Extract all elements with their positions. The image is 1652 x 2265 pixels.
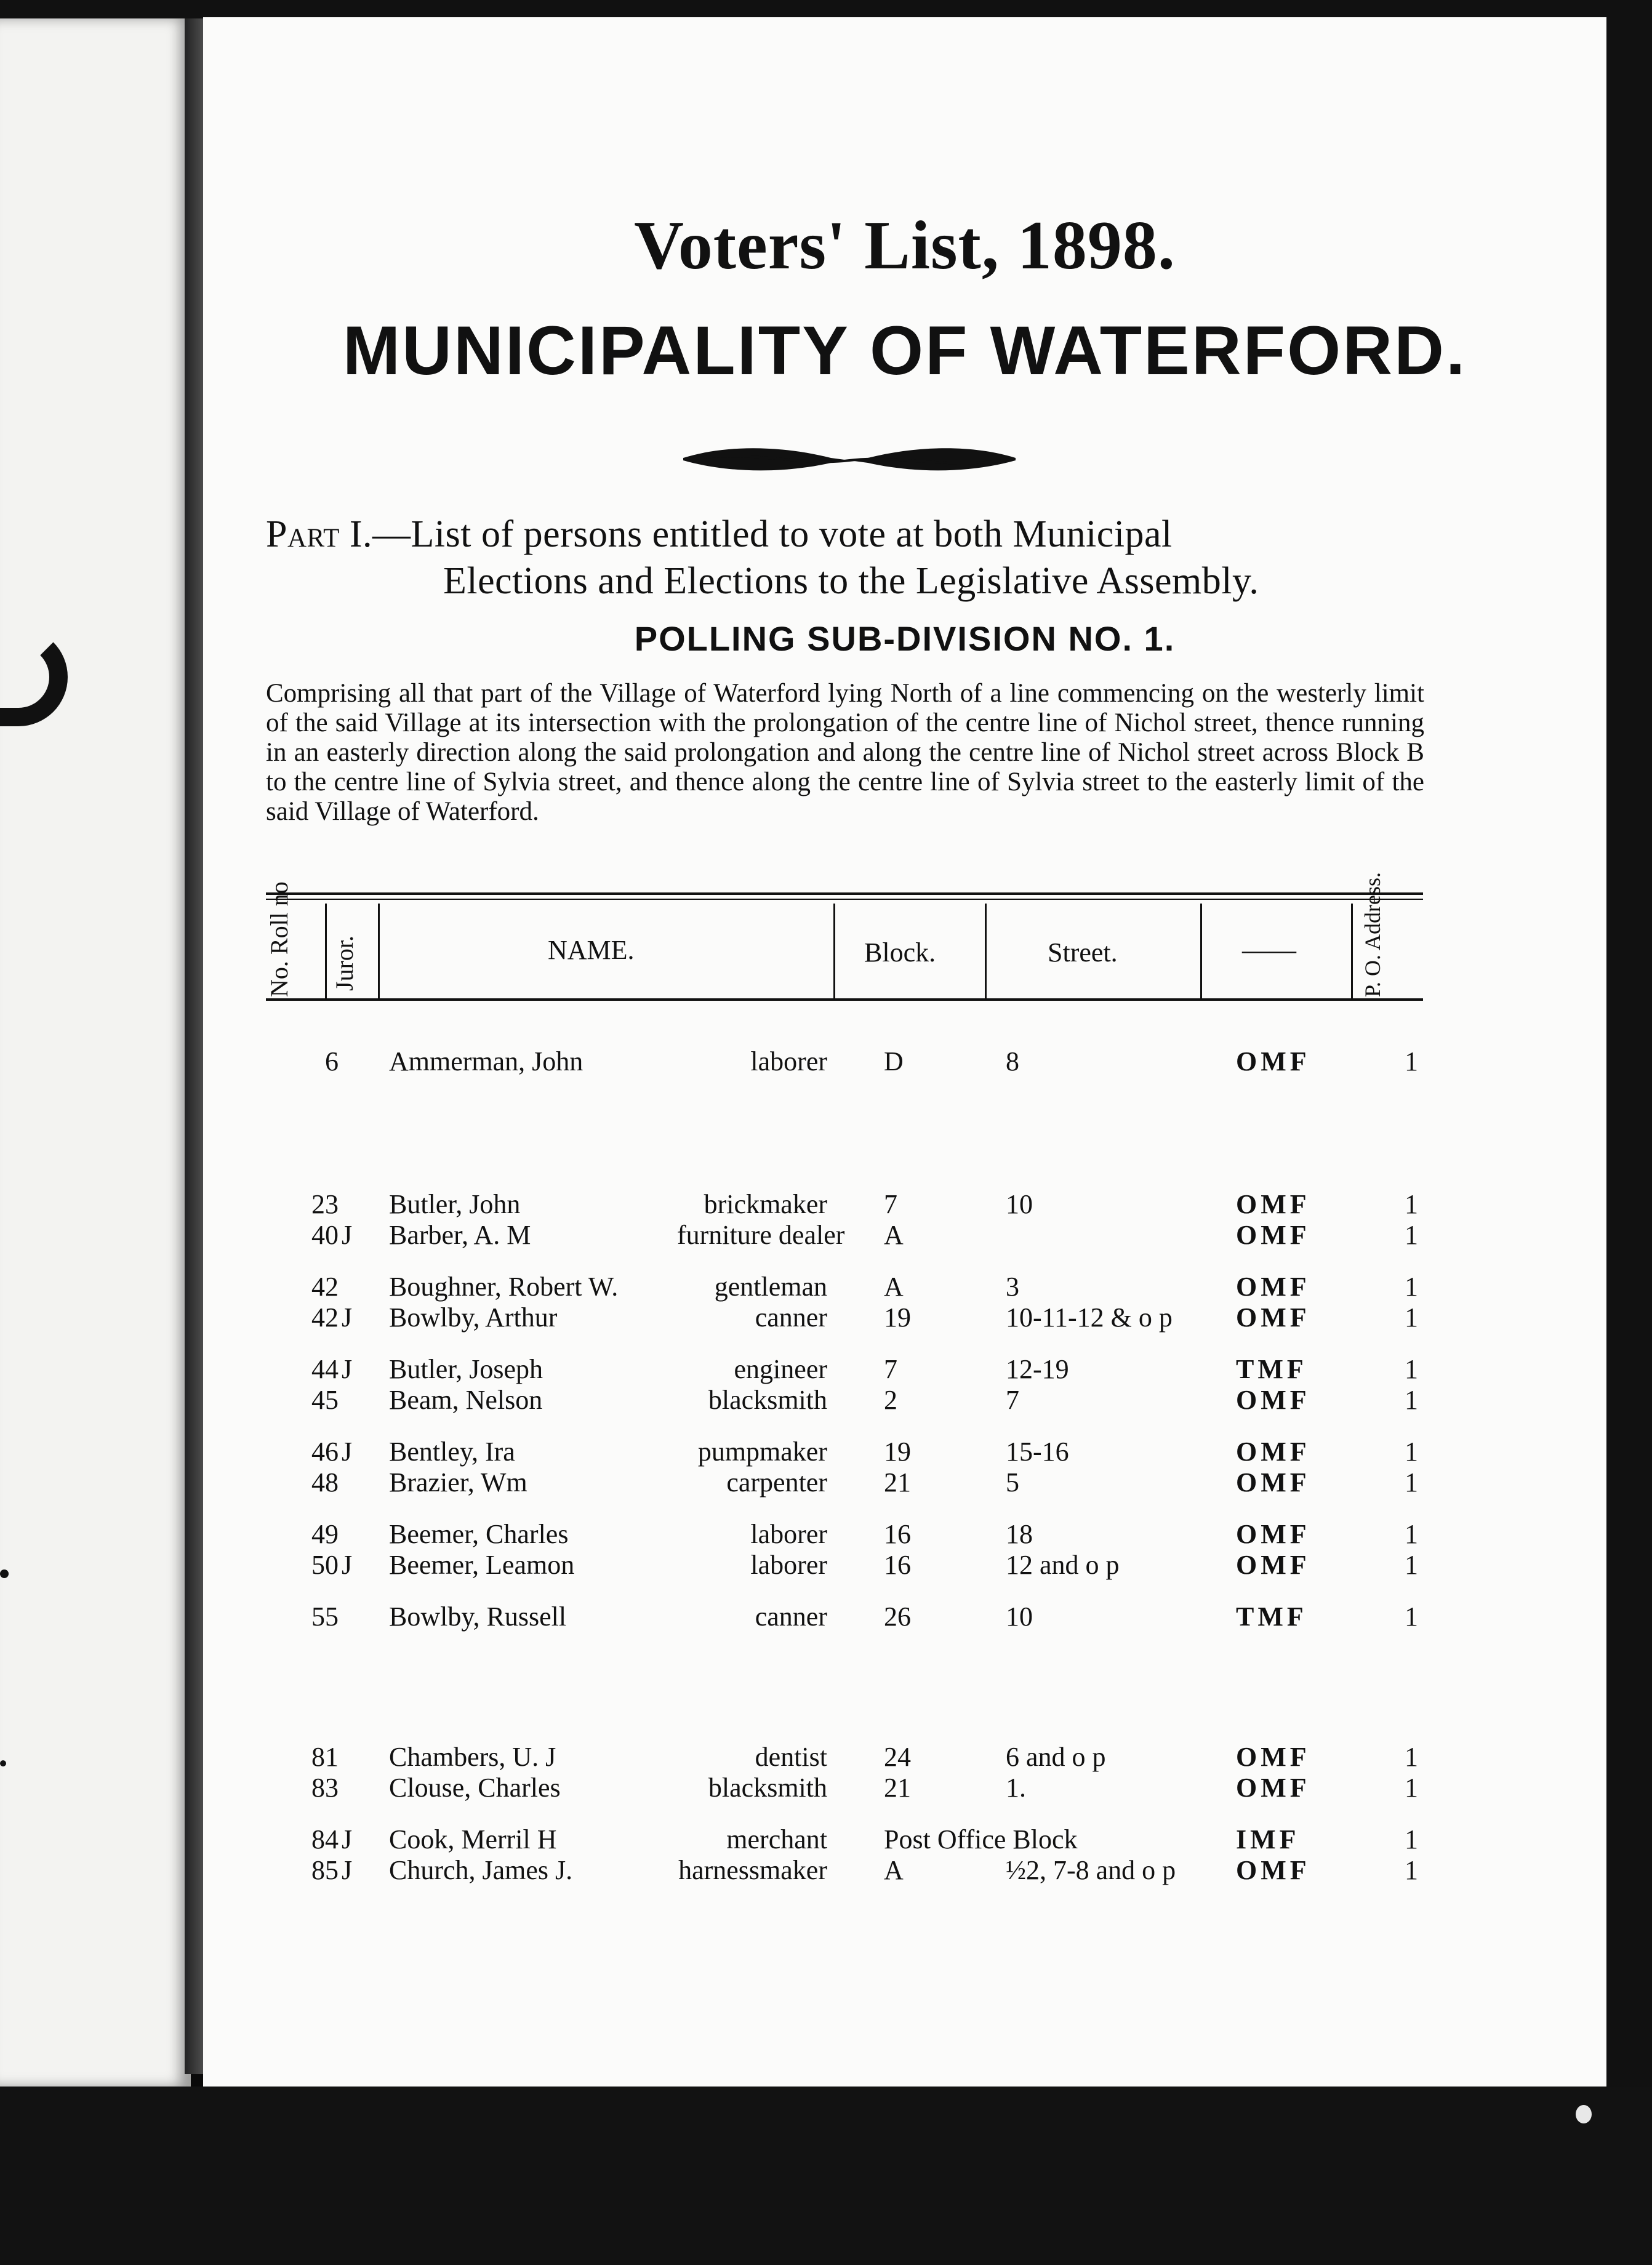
roll-number: 84	[311, 1824, 339, 1854]
occupation: furniture dealer	[677, 1220, 845, 1250]
block: A	[884, 1272, 904, 1302]
qualification: OMF	[1236, 1046, 1310, 1076]
table-top-rule	[266, 892, 1423, 895]
block: 7	[884, 1354, 897, 1384]
roll-number: 81	[311, 1742, 339, 1772]
po-address: 1	[1405, 1046, 1418, 1076]
occupation: blacksmith	[708, 1773, 827, 1803]
street: 10-11-12 & o p	[1006, 1302, 1173, 1333]
voter-name: Ammerman, John	[389, 1046, 583, 1076]
occupation: carpenter	[726, 1467, 827, 1497]
column-divider	[378, 904, 380, 998]
table-row	[0, 1549, 1652, 1582]
voter-name: Bowlby, Russell	[389, 1602, 567, 1632]
street: 1.	[1006, 1773, 1026, 1803]
occupation: laborer	[750, 1550, 827, 1580]
table-top-rule-thin	[266, 899, 1423, 900]
qualification: OMF	[1236, 1773, 1310, 1803]
occupation: gentleman	[714, 1272, 827, 1302]
street: 10	[1006, 1189, 1033, 1219]
street: 6 and o p	[1006, 1742, 1106, 1772]
po-address: 1	[1405, 1550, 1418, 1580]
table-row	[0, 1384, 1652, 1417]
street: 8	[1006, 1046, 1019, 1076]
occupation: engineer	[734, 1354, 827, 1384]
block: 19	[884, 1302, 911, 1333]
table-row	[0, 1823, 1652, 1856]
header-street: Street.	[1048, 937, 1118, 968]
table-row	[0, 1045, 1652, 1078]
qualification: OMF	[1236, 1302, 1310, 1333]
street: 15-16	[1006, 1437, 1069, 1467]
po-address: 1	[1405, 1824, 1418, 1854]
po-address: 1	[1405, 1855, 1418, 1885]
roll-number: 6	[325, 1046, 339, 1076]
table-row	[0, 1188, 1652, 1221]
municipality-heading: MUNICIPALITY OF WATERFORD.	[342, 312, 1467, 389]
part-label: Part I.	[266, 513, 373, 555]
table-row	[0, 1741, 1652, 1774]
scan-border-top	[0, 0, 1652, 18]
juror-flag: J	[342, 1354, 353, 1384]
occupation: pumpmaker	[697, 1437, 827, 1467]
street: 10	[1006, 1602, 1033, 1632]
header-po-address: P. O. Address.	[1360, 872, 1385, 997]
column-divider	[325, 904, 327, 998]
juror-flag: J	[342, 1824, 353, 1854]
scan-border-bottom	[0, 2087, 1652, 2265]
column-divider	[1351, 904, 1353, 998]
block: 2	[884, 1385, 897, 1415]
table-header-bottom-rule	[266, 998, 1423, 1001]
voter-name: Chambers, U. J	[389, 1742, 556, 1772]
voter-name: Butler, Joseph	[389, 1354, 543, 1384]
voter-name: Barber, A. M	[389, 1220, 531, 1250]
juror-flag: J	[342, 1437, 353, 1467]
table-row	[0, 1353, 1652, 1386]
part-text-line1: —List of persons entitled to vote at both Municipal	[372, 513, 1173, 555]
table-row	[0, 1518, 1652, 1551]
voter-name: Bowlby, Arthur	[389, 1302, 558, 1333]
voter-name: Beemer, Charles	[389, 1519, 569, 1549]
roll-number: 83	[311, 1773, 339, 1803]
qualification: OMF	[1236, 1519, 1310, 1549]
po-address: 1	[1405, 1354, 1418, 1384]
po-address: 1	[1405, 1602, 1418, 1632]
header-qualification: ——	[1242, 935, 1296, 965]
column-divider	[833, 904, 835, 998]
document-title: Voters' List, 1898.	[634, 207, 1176, 284]
table-row	[0, 1435, 1652, 1469]
juror-flag: J	[342, 1855, 353, 1885]
subdivision-heading: POLLING SUB-DIVISION NO. 1.	[634, 619, 1176, 658]
voter-name: Beam, Nelson	[389, 1385, 543, 1415]
part-heading	[266, 511, 1423, 604]
voter-name: Boughner, Robert W.	[389, 1272, 619, 1302]
voter-name: Clouse, Charles	[389, 1773, 561, 1803]
juror-flag: J	[342, 1550, 353, 1580]
po-address: 1	[1405, 1220, 1418, 1250]
roll-number: 42	[311, 1302, 339, 1333]
po-address: 1	[1405, 1189, 1418, 1219]
block: A	[884, 1855, 904, 1885]
block: D	[884, 1046, 904, 1076]
block: 21	[884, 1467, 911, 1497]
roll-number: 45	[311, 1385, 339, 1415]
voter-name: Butler, John	[389, 1189, 521, 1219]
block: 19	[884, 1437, 911, 1467]
juror-flag: J	[342, 1302, 353, 1333]
street: 5	[1006, 1467, 1019, 1497]
header-juror: Juror.	[331, 936, 358, 991]
po-address: 1	[1405, 1467, 1418, 1497]
qualification: OMF	[1236, 1220, 1310, 1250]
roll-number: 46	[311, 1437, 339, 1467]
po-address: 1	[1405, 1519, 1418, 1549]
roll-number: 40	[311, 1220, 339, 1250]
facing-page-glyph	[0, 628, 68, 726]
po-address: 1	[1405, 1773, 1418, 1803]
qualification: OMF	[1236, 1385, 1310, 1415]
street: 7	[1006, 1385, 1019, 1415]
qualification: OMF	[1236, 1742, 1310, 1772]
block: 16	[884, 1519, 911, 1549]
occupation: merchant	[726, 1824, 827, 1854]
voter-name: Beemer, Leamon	[389, 1550, 575, 1580]
block: 16	[884, 1550, 911, 1580]
table-row	[0, 1854, 1652, 1887]
occupation: laborer	[750, 1519, 827, 1549]
street: 3	[1006, 1272, 1019, 1302]
roll-number: 55	[311, 1602, 339, 1632]
header-roll: No. Roll no	[265, 881, 293, 997]
block: Post Office Block	[884, 1824, 1078, 1854]
roll-number: 42	[311, 1272, 339, 1302]
po-address: 1	[1405, 1385, 1418, 1415]
street: 12 and o p	[1006, 1550, 1120, 1580]
table-row	[0, 1600, 1652, 1634]
po-address: 1	[1405, 1302, 1418, 1333]
po-address: 1	[1405, 1437, 1418, 1467]
scan-speck	[1576, 2105, 1592, 2123]
qualification: OMF	[1236, 1272, 1310, 1302]
block: 21	[884, 1773, 911, 1803]
part-text-line2: Elections and Elections to the Legislative Assembly.	[443, 560, 1259, 602]
occupation: brickmaker	[704, 1189, 827, 1219]
street: 12-19	[1006, 1354, 1069, 1384]
roll-number: 23	[311, 1189, 339, 1219]
qualification: OMF	[1236, 1437, 1310, 1467]
occupation: laborer	[750, 1046, 827, 1076]
occupation: harnessmaker	[678, 1855, 827, 1885]
block: 24	[884, 1742, 911, 1772]
occupation: dentist	[755, 1742, 827, 1772]
qualification: TMF	[1236, 1602, 1307, 1632]
po-address: 1	[1405, 1742, 1418, 1772]
table-row	[0, 1270, 1652, 1304]
qualification: IMF	[1236, 1824, 1300, 1854]
voter-name: Bentley, Ira	[389, 1437, 515, 1467]
occupation: canner	[755, 1602, 827, 1632]
table-row	[0, 1219, 1652, 1252]
occupation: canner	[755, 1302, 827, 1333]
roll-number: 44	[311, 1354, 339, 1384]
qualification: OMF	[1236, 1467, 1310, 1497]
subdivision-description: Comprising all that part of the Village of Waterford lying North of a line commencing on the westerly limit of the said Village at its intersection with the prolongation of the centre line of Nichol street, thence running in an easterly direction along the said prolongation and along the centre line of Nichol street across Block B to the centre line of Sylvia street, and thence along the centre line of Sylvia street to the easterly limit of the said Village of Waterford.	[266, 679, 1424, 826]
roll-number: 85	[311, 1855, 339, 1885]
qualification: OMF	[1236, 1550, 1310, 1580]
column-divider	[1200, 904, 1202, 998]
roll-number: 49	[311, 1519, 339, 1549]
voter-name: Cook, Merril H	[389, 1824, 557, 1854]
roll-number: 48	[311, 1467, 339, 1497]
block: 26	[884, 1602, 911, 1632]
occupation: blacksmith	[708, 1385, 827, 1415]
juror-flag: J	[342, 1220, 353, 1250]
header-name: NAME.	[548, 935, 635, 965]
qualification: OMF	[1236, 1855, 1310, 1885]
table-row	[0, 1466, 1652, 1499]
voter-name: Brazier, Wm	[389, 1467, 527, 1497]
voter-name: Church, James J.	[389, 1855, 573, 1885]
qualification: OMF	[1236, 1189, 1310, 1219]
roll-number: 50	[311, 1550, 339, 1580]
table-row	[0, 1301, 1652, 1334]
header-block: Block.	[864, 937, 936, 968]
ornament-divider-icon	[677, 442, 1022, 479]
street: 18	[1006, 1519, 1033, 1549]
block: A	[884, 1220, 904, 1250]
street: ½2, 7-8 and o p	[1006, 1855, 1176, 1885]
qualification: TMF	[1236, 1354, 1307, 1384]
block: 7	[884, 1189, 897, 1219]
column-divider	[985, 904, 987, 998]
po-address: 1	[1405, 1272, 1418, 1302]
table-row	[0, 1771, 1652, 1805]
